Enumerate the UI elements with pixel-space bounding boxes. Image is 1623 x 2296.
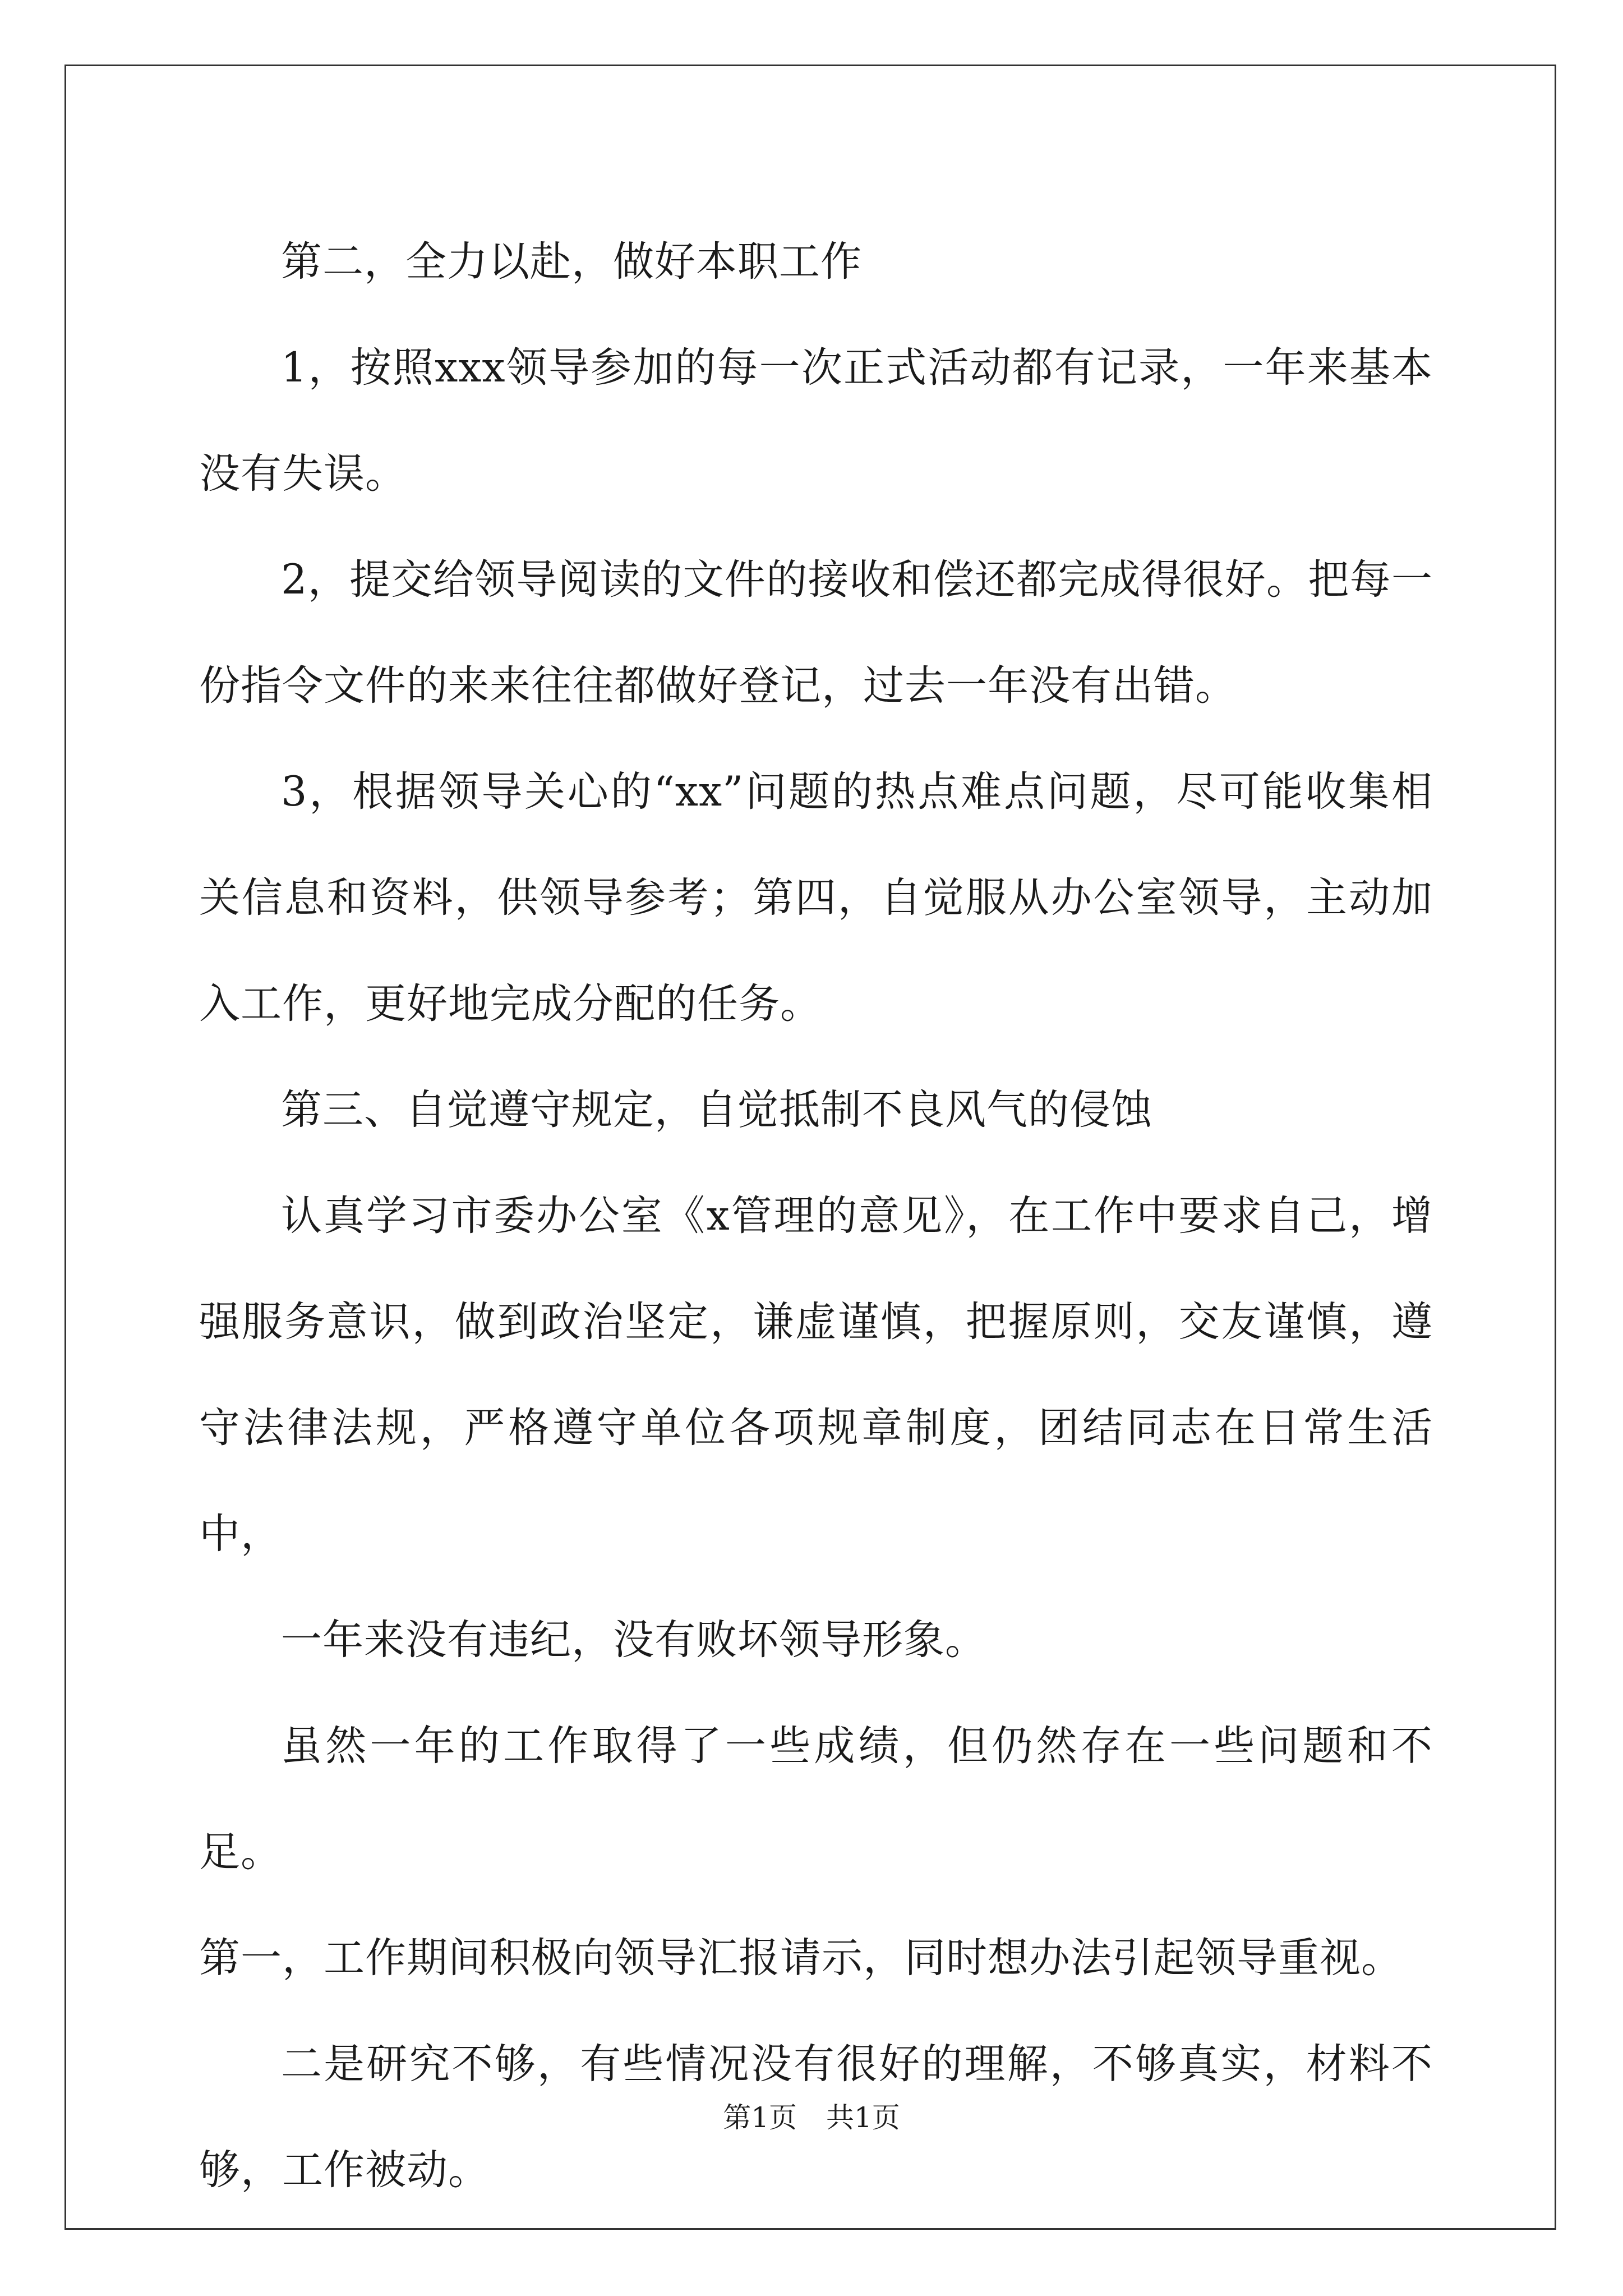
page-number-total: 共1页 (826, 2101, 900, 2134)
paragraph-3: 2，提交给领导阅读的文件的接收和偿还都完成得很好。把每一份指令文件的来来往往都做好登记，过去一年没有出错。 (199, 556, 1433, 710)
page-footer (0, 2101, 1623, 2134)
paragraph-7: 一年来没有违纪，没有败坏领导形象。 (281, 1616, 986, 1664)
page-number-current: 第1页 (723, 2101, 797, 2134)
paragraph-9: 第一，工作期间积极向领导汇报请示，同时想办法引起领导重视。 (199, 1934, 1403, 1982)
paragraph-6: 认真学习市委办公室《x管理的意见》，在工作中要求自己，增强服务意识，做到政治坚定，谦虚谨慎，把握原则，交友谨慎，遵守法律法规，严格遵守单位各项规章制度，团结同志在日常生活中， (199, 1192, 1433, 1558)
paragraph-8: 虽然一年的工作取得了一些成绩，但仍然存在一些问题和不足。 (199, 1722, 1433, 1876)
paragraph-1: 第二，全力以赴，做好本职工作 (281, 238, 862, 286)
paragraph-2: 1，按照xxx领导参加的每一次正式活动都有记录，一年来基本没有失误。 (199, 344, 1433, 498)
document-body (199, 209, 1433, 2223)
paragraph-10: 二是研究不够，有些情况没有很好的理解，不够真实，材料不够，工作被动。 (199, 2040, 1433, 2194)
paragraph-4: 3，根据领导关心的“xx”问题的热点难点问题，尽可能收集相关信息和资料，供领导参考；第四，自觉服从办公室领导，主动加入工作，更好地完成分配的任务。 (199, 768, 1433, 1028)
paragraph-5: 第三、自觉遵守规定，自觉抵制不良风气的侵蚀 (281, 1086, 1152, 1134)
